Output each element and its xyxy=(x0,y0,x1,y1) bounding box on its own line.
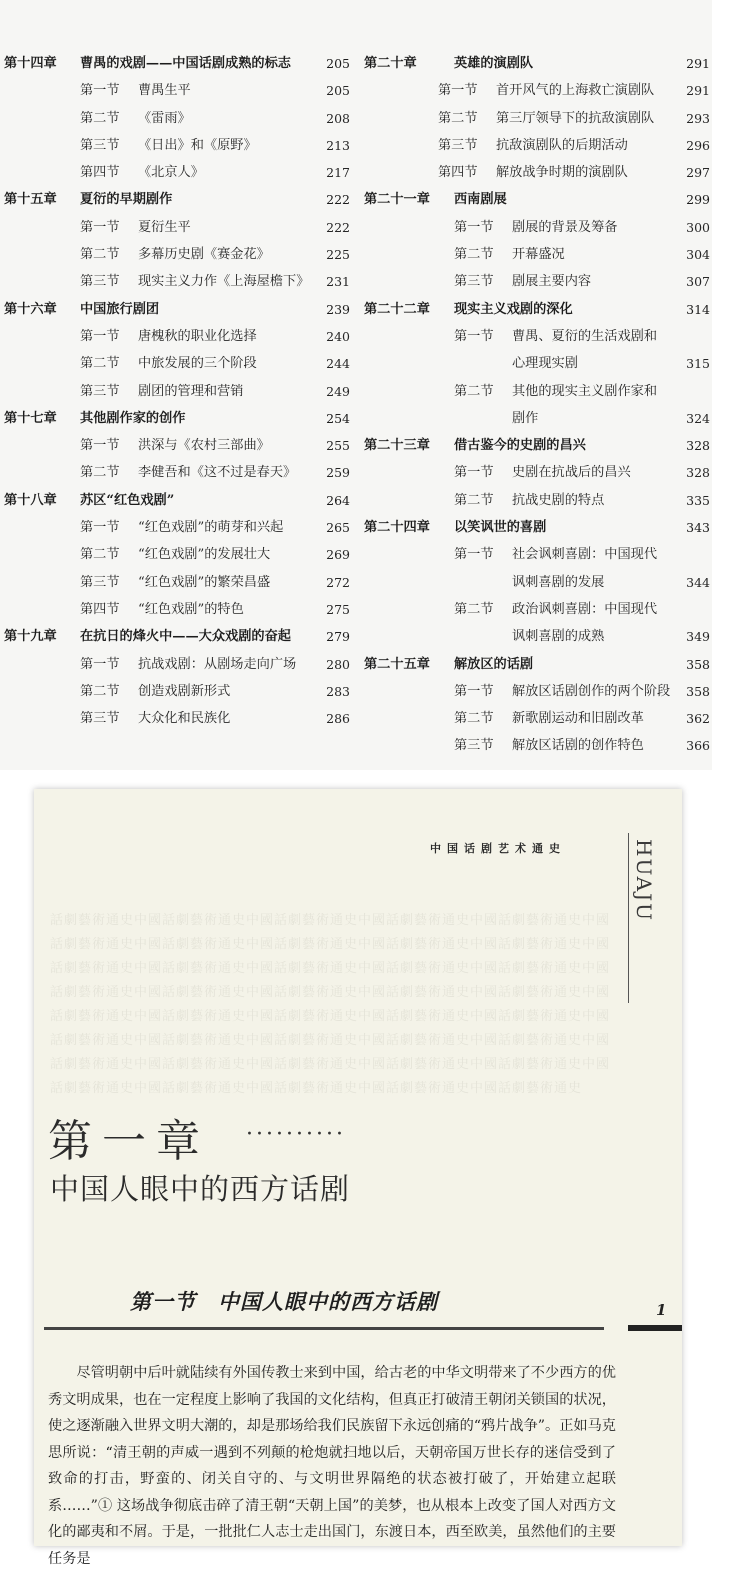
toc-number: 第十七章 xyxy=(4,410,57,426)
toc-page: 213 xyxy=(326,137,350,153)
toc-page: 208 xyxy=(326,110,350,126)
toc-page: 239 xyxy=(326,301,350,317)
toc-number: 第二十二章 xyxy=(364,301,430,317)
toc-section-row xyxy=(4,268,350,295)
toc-number: 第十八章 xyxy=(4,492,57,508)
toc-number: 第二节 xyxy=(80,356,120,372)
toc-page: 280 xyxy=(326,656,350,672)
toc-title: 在抗日的烽火中——大众戏剧的奋起 xyxy=(80,629,291,645)
toc-title: 政治讽刺喜剧：中国现代 xyxy=(512,601,658,617)
toc-title: “红色戏剧”的萌芽和兴起 xyxy=(138,520,284,536)
toc-page: 244 xyxy=(326,356,350,372)
toc-number: 第一节 xyxy=(80,328,120,344)
toc-section-row xyxy=(364,214,710,241)
toc-section-row xyxy=(364,623,710,650)
toc-page: 286 xyxy=(326,711,350,727)
toc-number: 第一节 xyxy=(80,438,120,454)
toc-number: 第三节 xyxy=(80,137,120,153)
page-number: 1 xyxy=(656,1301,667,1319)
toc-section-row xyxy=(4,378,350,405)
toc-number: 第三节 xyxy=(454,738,494,754)
toc-title: “红色戏剧”的繁荣昌盛 xyxy=(138,574,271,590)
toc-section-row xyxy=(4,432,350,459)
toc-section-row xyxy=(364,132,710,159)
toc-page: 335 xyxy=(686,492,710,508)
toc-title: 其他剧作家的创作 xyxy=(80,410,186,426)
toc-title: 解放区话剧创作的两个阶段 xyxy=(512,683,671,699)
toc-number: 第二节 xyxy=(454,601,494,617)
toc-page: 307 xyxy=(686,274,710,290)
toc-chapter-row xyxy=(4,487,350,514)
toc-title: 《日出》和《原野》 xyxy=(138,137,257,153)
toc-page: 269 xyxy=(326,547,350,563)
toc-page: 231 xyxy=(326,274,350,290)
page-marker-bar xyxy=(628,1325,682,1331)
running-head: 中国话剧艺术通史 xyxy=(430,842,566,855)
toc-title: 抗敌演剧队的后期活动 xyxy=(496,137,628,153)
toc-number: 第二节 xyxy=(438,110,478,126)
toc-title: 多幕历史剧《赛金花》 xyxy=(138,247,270,263)
toc-page: 259 xyxy=(326,465,350,481)
toc-section-row xyxy=(364,105,710,132)
toc-number: 第二十章 xyxy=(364,56,417,71)
toc-number: 第二节 xyxy=(80,247,120,263)
toc-right-column xyxy=(364,50,710,760)
toc-title: “红色戏剧”的特色 xyxy=(138,601,244,617)
toc-title: 新歌剧运动和旧剧改革 xyxy=(512,711,644,727)
toc-title: 剧展的背景及筹备 xyxy=(512,219,618,235)
toc-number: 第三节 xyxy=(438,137,478,153)
toc-number: 第三节 xyxy=(80,711,120,727)
toc-page: 291 xyxy=(686,56,710,71)
toc-page: 291 xyxy=(686,83,710,99)
toc-number: 第一节 xyxy=(454,328,494,344)
toc-section-row xyxy=(364,378,710,405)
toc-title: 现实主义力作《上海屋檐下》 xyxy=(138,274,310,290)
toc-title: 剧团的管理和营销 xyxy=(138,383,244,399)
toc-page: 358 xyxy=(686,683,710,699)
toc-title: 《雷雨》 xyxy=(138,110,191,126)
toc-number: 第二节 xyxy=(80,547,120,563)
toc-number: 第十九章 xyxy=(4,629,57,645)
toc-title: “红色戏剧”的发展壮大 xyxy=(138,547,271,563)
toc-section-row xyxy=(4,459,350,486)
toc-number: 第二节 xyxy=(80,683,120,699)
toc-chapter-row xyxy=(4,296,350,323)
toc-left-column xyxy=(4,50,350,732)
toc-title: 其他的现实主义剧作家和 xyxy=(512,383,658,399)
toc-chapter-row xyxy=(364,186,710,213)
toc-number: 第一节 xyxy=(454,465,494,481)
toc-page: 205 xyxy=(326,56,350,71)
toc-page: 249 xyxy=(326,383,350,399)
toc-title: 夏衍生平 xyxy=(138,219,191,235)
toc-title: 《北京人》 xyxy=(138,165,204,181)
toc-page: 297 xyxy=(686,165,710,181)
toc-number: 第二十四章 xyxy=(364,520,430,536)
toc-page: 343 xyxy=(686,520,710,536)
toc-number: 第三节 xyxy=(80,274,120,290)
toc-page: 265 xyxy=(326,520,350,536)
section-rule xyxy=(44,1327,604,1330)
toc-number: 第一节 xyxy=(80,83,120,99)
toc-title: 借古鉴今的史剧的昌兴 xyxy=(454,438,586,454)
toc-page: 296 xyxy=(686,137,710,153)
toc-chapter-row xyxy=(4,50,350,77)
toc-title: 讽刺喜剧的成熟 xyxy=(512,629,605,645)
toc-section-row xyxy=(4,132,350,159)
body-text xyxy=(48,1360,616,1572)
toc-section-row xyxy=(4,569,350,596)
toc-page: 222 xyxy=(326,192,350,208)
toc-number: 第一节 xyxy=(80,520,120,536)
toc-number: 第四节 xyxy=(438,165,478,181)
toc-title: 创造戏剧新形式 xyxy=(138,683,231,699)
toc-title: 讽刺喜剧的发展 xyxy=(512,574,605,590)
toc-page: 300 xyxy=(686,219,710,235)
toc-page: 349 xyxy=(686,629,710,645)
chapter-subtitle: 中国人眼中的西方话剧 xyxy=(50,1172,351,1206)
toc-section-row xyxy=(4,214,350,241)
toc-number: 第三节 xyxy=(80,574,120,590)
toc-title: 抗战史剧的特点 xyxy=(512,492,605,508)
toc-page: 304 xyxy=(686,247,710,263)
toc-page: 328 xyxy=(686,465,710,481)
toc-page: 205 xyxy=(326,83,350,99)
toc-title: 大众化和民族化 xyxy=(138,711,231,727)
toc-title: 中旅发展的三个阶段 xyxy=(138,356,257,372)
toc-number: 第二节 xyxy=(454,383,494,399)
toc-number: 第二十一章 xyxy=(364,192,430,208)
toc-number: 第三节 xyxy=(80,383,120,399)
toc-title: 剧展主要内容 xyxy=(512,274,592,290)
toc-page: 275 xyxy=(326,601,350,617)
toc-title: 解放战争时期的演剧队 xyxy=(496,165,628,181)
toc-title: 剧作 xyxy=(512,410,539,426)
toc-section-row xyxy=(4,105,350,132)
toc-page: 240 xyxy=(326,328,350,344)
toc-number: 第二节 xyxy=(80,110,120,126)
toc-section-row xyxy=(4,596,350,623)
toc-section-row xyxy=(364,241,710,268)
body-paragraph: 尽管明朝中后叶就陆续有外国传教士来到中国，给古老的中华文明带来了不少西方的优秀文明成果，也在一定程度上影响了我国的文化结构，但真正打破清王朝闭关锁国的状况，使之逐渐融入世界文明大潮的，却是那场给我们民族留下永远创痛的“鸦片战争”。正如马克思所说：“清王朝的声威一遇到不列颠的枪炮就扫地以后，天朝帝国万世长存的迷信受到了致命的打击，野蛮的、闭关自守的、与文明世界隔绝的状态被打破了，开始建立起联系……”① 这场战争彻底击碎了清王朝“天朝上国”的美梦，也从根本上改变了国人对西方文化的鄙夷和不屑。于是，一批批仁人志士走出国门，东渡日本，西至欧美，虽然他们的主要任务是 xyxy=(48,1365,616,1567)
toc-title: 夏衍的早期剧作 xyxy=(80,192,173,208)
toc-section-row xyxy=(4,651,350,678)
toc-title: 曹禺的戏剧——中国话剧成熟的标志 xyxy=(80,56,291,71)
toc-section-row xyxy=(364,405,710,432)
header-rule xyxy=(628,833,629,1003)
toc-page: 299 xyxy=(686,192,710,208)
toc-number: 第二节 xyxy=(454,711,494,727)
section-title: 第一节 中国人眼中的西方话剧 xyxy=(130,1289,438,1314)
toc-section-row xyxy=(4,241,350,268)
toc-chapter-row xyxy=(364,296,710,323)
toc-title: 苏区“红色戏剧” xyxy=(80,492,175,508)
toc-scan xyxy=(0,0,712,770)
toc-title: 现实主义戏剧的深化 xyxy=(454,301,573,317)
toc-title: 心理现实剧 xyxy=(512,356,578,372)
toc-page: 358 xyxy=(686,656,710,672)
toc-section-row xyxy=(4,541,350,568)
toc-page: 225 xyxy=(326,247,350,263)
toc-section-row xyxy=(4,514,350,541)
toc-number: 第四节 xyxy=(80,601,120,617)
toc-number: 第二节 xyxy=(80,465,120,481)
spine-label: HUAJU xyxy=(632,839,656,922)
toc-title: 李健吾和《这不过是春天》 xyxy=(138,465,297,481)
toc-number: 第十六章 xyxy=(4,301,57,317)
toc-section-row xyxy=(4,705,350,732)
toc-page: 283 xyxy=(326,683,350,699)
toc-page: 324 xyxy=(686,410,710,426)
toc-number: 第十四章 xyxy=(4,56,57,71)
toc-title: 解放区话剧的创作特色 xyxy=(512,738,644,754)
toc-section-row xyxy=(4,159,350,186)
toc-number: 第一节 xyxy=(80,219,120,235)
toc-chapter-row xyxy=(4,623,350,650)
toc-page: 328 xyxy=(686,438,710,454)
toc-title: 史剧在抗战后的昌兴 xyxy=(512,465,631,481)
toc-page: 315 xyxy=(686,356,710,372)
toc-number: 第四节 xyxy=(80,165,120,181)
toc-title: 中国旅行剧团 xyxy=(80,301,160,317)
toc-number: 第一节 xyxy=(454,547,494,563)
toc-number: 第三节 xyxy=(454,274,494,290)
toc-title: 抗战戏剧：从剧场走向广场 xyxy=(138,656,297,672)
toc-title: 开幕盛况 xyxy=(512,247,565,263)
toc-page: 222 xyxy=(326,219,350,235)
toc-chapter-row xyxy=(364,651,710,678)
toc-title: 西南剧展 xyxy=(454,192,507,208)
toc-section-row xyxy=(364,350,710,377)
toc-page: 314 xyxy=(686,301,710,317)
toc-number: 第二十三章 xyxy=(364,438,430,454)
toc-chapter-row xyxy=(4,405,350,432)
toc-title: 首开风气的上海救亡演剧队 xyxy=(496,83,655,99)
toc-title: 以笑讽世的喜剧 xyxy=(454,520,547,536)
toc-page: 293 xyxy=(686,110,710,126)
toc-page: 272 xyxy=(326,574,350,590)
toc-page: 254 xyxy=(326,410,350,426)
chapter-title: 第一章 xyxy=(48,1116,210,1167)
toc-page: 279 xyxy=(326,629,350,645)
toc-section-row xyxy=(364,732,710,759)
toc-title: 曹禺生平 xyxy=(138,83,191,99)
toc-page: 264 xyxy=(326,492,350,508)
toc-section-row xyxy=(364,678,710,705)
toc-title: 唐槐秋的职业化选择 xyxy=(138,328,257,344)
toc-number: 第一节 xyxy=(438,83,478,99)
toc-page: 362 xyxy=(686,711,710,727)
chapter-dots: ·········· xyxy=(246,1122,346,1147)
toc-number: 第二节 xyxy=(454,247,494,263)
toc-number: 第一节 xyxy=(80,656,120,672)
toc-section-row xyxy=(4,678,350,705)
toc-chapter-row xyxy=(364,432,710,459)
show-through-text: 話劇藝術通史中國話劇藝術通史中國話劇藝術通史中國話劇藝術通史中國話劇藝術通史中國話劇藝術通史中國話劇藝術通史中國話劇藝術通史中國話劇藝術通史中國話劇藝術通史中國話劇藝術通史中國話劇藝術通史中國話劇藝術通史中國話劇藝術通史中國話劇藝術通史中國話劇藝術通史中國話劇藝術通史中國話劇藝術通史中國話劇藝術通史中國話劇藝術通史中國話劇藝術通史中國話劇藝術通史中國話劇藝術通史中國話劇藝術通史中國話劇藝術通史中國話劇藝術通史中國話劇藝術通史中國話劇藝術通史中國話劇藝術通史中國話劇藝術通史中國話劇藝術通史中國話劇藝術通史中國話劇藝術通史中國話劇藝術通史中國話劇藝術通史中國話劇藝術通史中國話劇藝術通史中國話劇藝術通史中國話劇藝術通史中國話劇藝術通史 xyxy=(50,913,611,1096)
toc-title: 洪深与《农村三部曲》 xyxy=(138,438,270,454)
toc-title: 社会讽刺喜剧：中国现代 xyxy=(512,547,658,563)
toc-section-row xyxy=(364,541,710,568)
toc-number: 第一节 xyxy=(454,683,494,699)
toc-page: 217 xyxy=(326,165,350,181)
toc-section-row xyxy=(364,569,710,596)
toc-page: 366 xyxy=(686,738,710,754)
toc-number: 第二十五章 xyxy=(364,656,430,672)
toc-section-row xyxy=(364,487,710,514)
toc-section-row xyxy=(4,77,350,104)
book-page-photo xyxy=(34,789,682,1567)
toc-section-row xyxy=(364,268,710,295)
toc-number: 第二节 xyxy=(454,492,494,508)
toc-page: 344 xyxy=(686,574,710,590)
toc-title: 第三厅领导下的抗敌演剧队 xyxy=(496,110,655,126)
toc-title: 曹禺、夏衍的生活戏剧和 xyxy=(512,328,658,344)
toc-title: 英雄的演剧队 xyxy=(454,56,534,71)
toc-section-row xyxy=(364,159,710,186)
toc-number: 第十五章 xyxy=(4,192,57,208)
toc-section-row xyxy=(364,323,710,350)
toc-section-row xyxy=(4,350,350,377)
toc-section-row xyxy=(4,323,350,350)
toc-title: 解放区的话剧 xyxy=(454,656,534,672)
toc-chapter-row xyxy=(364,50,710,77)
toc-section-row xyxy=(364,705,710,732)
toc-section-row xyxy=(364,459,710,486)
toc-chapter-row xyxy=(364,514,710,541)
toc-number: 第一节 xyxy=(454,219,494,235)
toc-page: 255 xyxy=(326,438,350,454)
toc-section-row xyxy=(364,77,710,104)
toc-chapter-row xyxy=(4,186,350,213)
toc-section-row xyxy=(364,596,710,623)
